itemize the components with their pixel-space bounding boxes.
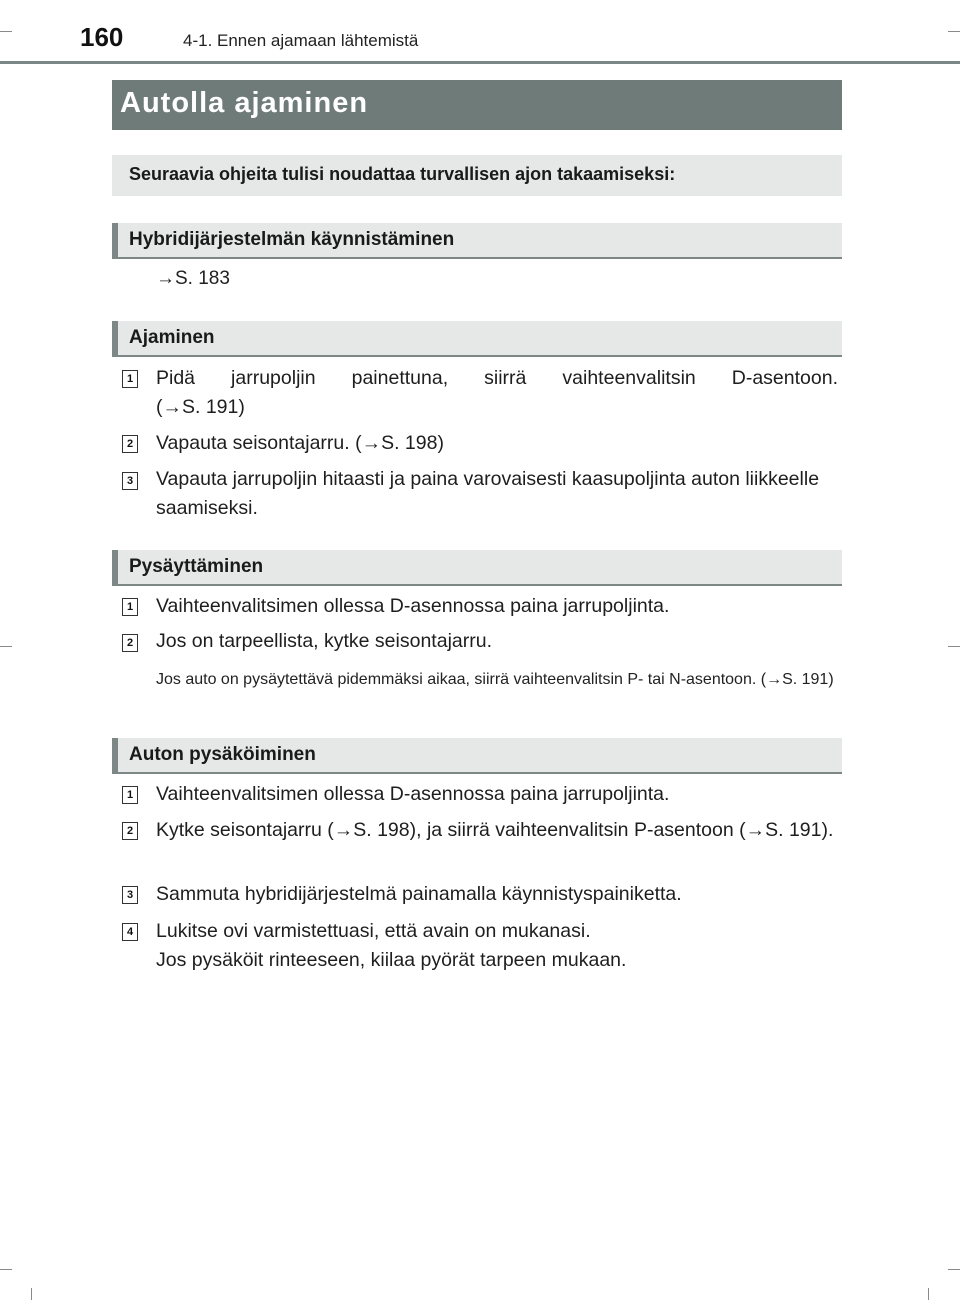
crop-mark xyxy=(31,1288,32,1300)
crop-mark xyxy=(928,1288,929,1300)
crop-mark xyxy=(948,1269,960,1270)
intro-box: Seuraavia ohjeita tulisi noudattaa turvallisen ajon takaamiseksi: xyxy=(112,155,842,196)
step-number: 2 xyxy=(122,634,138,652)
page-number: 160 xyxy=(80,22,124,52)
step-number: 1 xyxy=(122,786,138,804)
crop-mark xyxy=(0,31,12,32)
step-text: Vapauta jarrupoljin hitaasti ja paina varovaisesti kaasupoljinta auton liikkeelle saamiseksi. xyxy=(156,468,820,519)
section-heading-start: Hybridijärjestelmän käynnistäminen xyxy=(112,223,842,259)
crop-mark xyxy=(0,646,12,647)
crop-mark xyxy=(948,646,960,647)
step-text: Sammuta hybridijärjestelmä painamalla käynnistyspainiketta. xyxy=(156,883,682,905)
stopping-note: Jos auto on pysäytettävä pidemmäksi aikaa, siirrä vaihteenvalitsin P- tai N-asentoon. (→S. 191) xyxy=(156,671,834,688)
crop-mark xyxy=(0,1269,12,1270)
section-heading-driving: Ajaminen xyxy=(112,321,842,357)
step-text: Pidä jarrupoljin painettuna, siirrä vaihteenvalitsin D-asentoon. xyxy=(156,367,838,389)
running-head: 4-1. Ennen ajamaan lähtemistä xyxy=(183,31,419,50)
step-text: Jos on tarpeellista, kytke seisontajarru. xyxy=(156,630,492,652)
crop-mark xyxy=(948,31,960,32)
step-text: Lukitse ovi varmistettuasi, että avain on mukanasi. xyxy=(156,920,591,942)
step-number: 4 xyxy=(122,923,138,941)
start-reference: →S. 183 xyxy=(156,268,230,289)
step-text: Vapauta seisontajarru. (→S. 198) xyxy=(156,432,444,454)
step-number: 3 xyxy=(122,886,138,904)
page-title: Autolla ajaminen xyxy=(112,80,842,130)
section-heading-parking: Auton pysäköiminen xyxy=(112,738,842,774)
step-number: 1 xyxy=(122,598,138,616)
step-number: 2 xyxy=(122,822,138,840)
step-text: Vaihteenvalitsimen ollessa D-asennossa paina jarrupoljinta. xyxy=(156,595,670,617)
step-text-continued: Jos pysäköit rinteeseen, kiilaa pyörät tarpeen mukaan. xyxy=(156,949,627,971)
header-divider xyxy=(0,61,960,64)
section-heading-stopping: Pysäyttäminen xyxy=(112,550,842,586)
step-text: Vaihteenvalitsimen ollessa D-asennossa paina jarrupoljinta. xyxy=(156,783,670,805)
step-number: 3 xyxy=(122,472,138,490)
step-text-continued: (→S. 191) xyxy=(156,396,245,418)
step-number: 2 xyxy=(122,435,138,453)
step-number: 1 xyxy=(122,370,138,388)
step-text: Kytke seisontajarru (→S. 198), ja siirrä vaihteenvalitsin P-asentoon (→S. 191). xyxy=(156,819,834,841)
